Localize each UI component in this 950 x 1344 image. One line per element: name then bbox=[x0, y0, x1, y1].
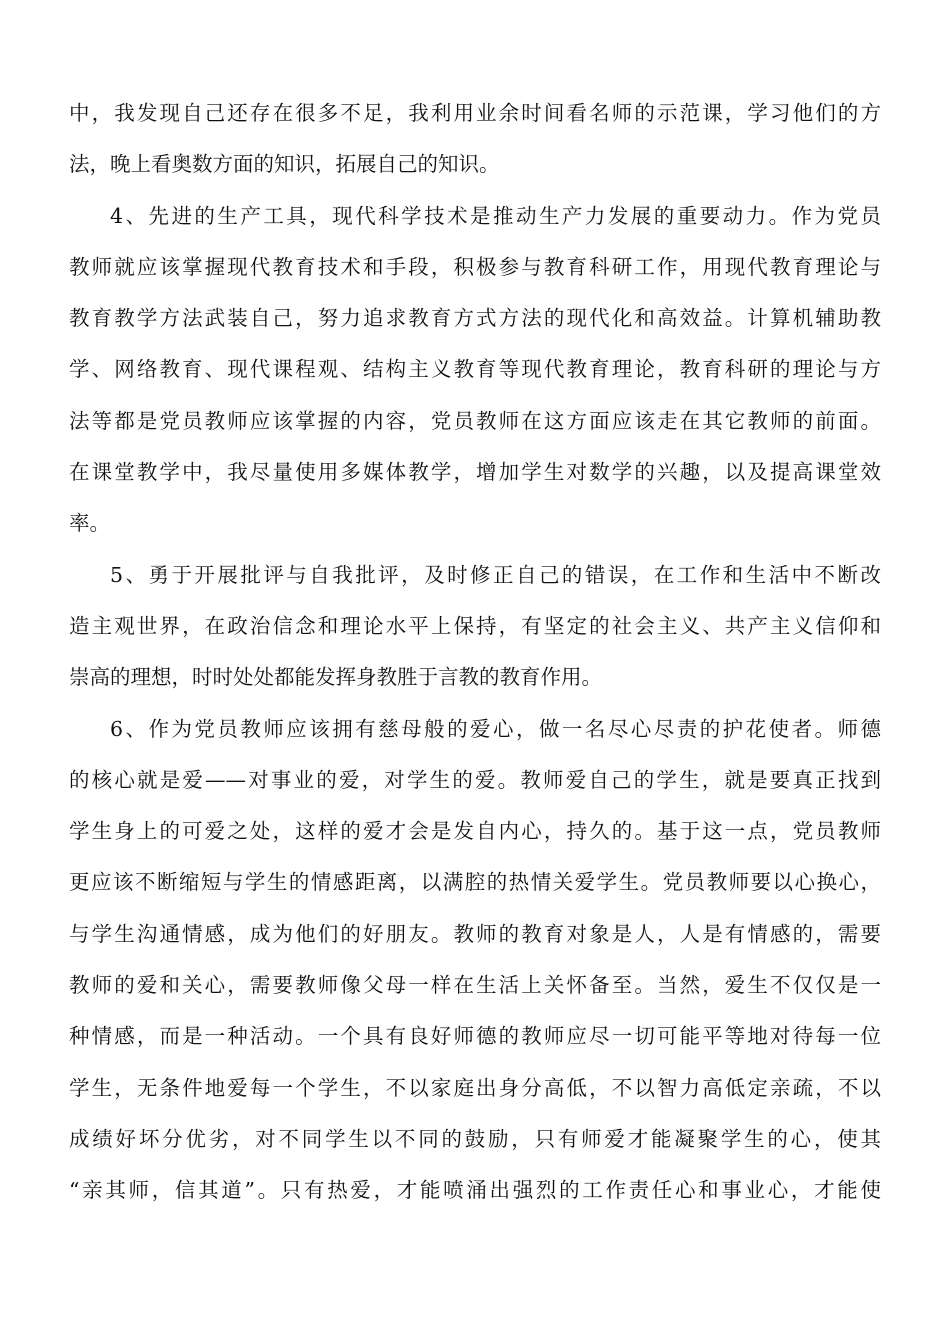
text-line: 与学生沟通情感，成为他们的好朋友。教师的教育对象是人，人是有情感的，需要 bbox=[69, 921, 881, 946]
text-line: 教师的爱和关心，需要教师像父母一样在生活上关怀备至。当然，爱生不仅仅是一 bbox=[69, 973, 881, 998]
text-line: 崇高的理想，时时处处都能发挥身教胜于言教的教育作用。 bbox=[69, 665, 602, 690]
text-line: 5、勇于开展批评与自我批评，及时修正自己的错误，在工作和生活中不断改 bbox=[110, 562, 881, 587]
text-line: 学、网络教育、现代课程观、结构主义教育等现代教育理论，教育科研的理论与方 bbox=[69, 357, 881, 382]
text-line: 造主观世界，在政治信念和理论水平上保持，有坚定的社会主义、共产主义信仰和 bbox=[69, 613, 881, 638]
text-line: 法，晚上看奥数方面的知识，拓展自己的知识。 bbox=[69, 152, 500, 177]
text-line: 成绩好坏分优劣，对不同学生以不同的鼓励，只有师爱才能凝聚学生的心，使其 bbox=[69, 1126, 881, 1151]
text-line: 学生，无条件地爱每一个学生，不以家庭出身分高低，不以智力高低定亲疏，不以 bbox=[69, 1075, 881, 1100]
text-line: 的核心就是爱——对事业的爱，对学生的爱。教师爱自己的学生，就是要真正找到 bbox=[69, 767, 881, 792]
text-line: 6、作为党员教师应该拥有慈母般的爱心，做一名尽心尽责的护花使者。师德 bbox=[110, 716, 881, 741]
text-line: 4、先进的生产工具，现代科学技术是推动生产力发展的重要动力。作为党员 bbox=[110, 203, 881, 228]
text-line: 更应该不断缩短与学生的情感距离，以满腔的热情关爱学生。党员教师要以心换心， bbox=[69, 870, 881, 895]
text-line: 种情感，而是一种活动。一个具有良好师德的教师应尽一切可能平等地对待每一位 bbox=[69, 1024, 881, 1049]
text-line: 学生身上的可爱之处，这样的爱才会是发自内心，持久的。基于这一点，党员教师 bbox=[69, 819, 881, 844]
document-body-text bbox=[69, 88, 881, 1217]
text-line: 在课堂教学中，我尽量使用多媒体教学，增加学生对数学的兴趣，以及提高课堂效 bbox=[69, 460, 881, 485]
text-line: 法等都是党员教师应该掌握的内容，党员教师在这方面应该走在其它教师的前面。 bbox=[69, 408, 881, 433]
text-line: 教师就应该掌握现代教育技术和手段，积极参与教育科研工作，用现代教育理论与 bbox=[69, 254, 881, 279]
text-line: 率。 bbox=[69, 511, 110, 536]
text-line: 中，我发现自己还存在很多不足，我利用业余时间看名师的示范课，学习他们的方 bbox=[69, 101, 881, 125]
text-line: 教育教学方法武装自己，努力追求教育方式方法的现代化和高效益。计算机辅助教 bbox=[69, 306, 881, 331]
text-line: “亲其师，信其道”。只有热爱，才能喷涌出强烈的工作责任心和事业心，才能使 bbox=[69, 1178, 881, 1203]
